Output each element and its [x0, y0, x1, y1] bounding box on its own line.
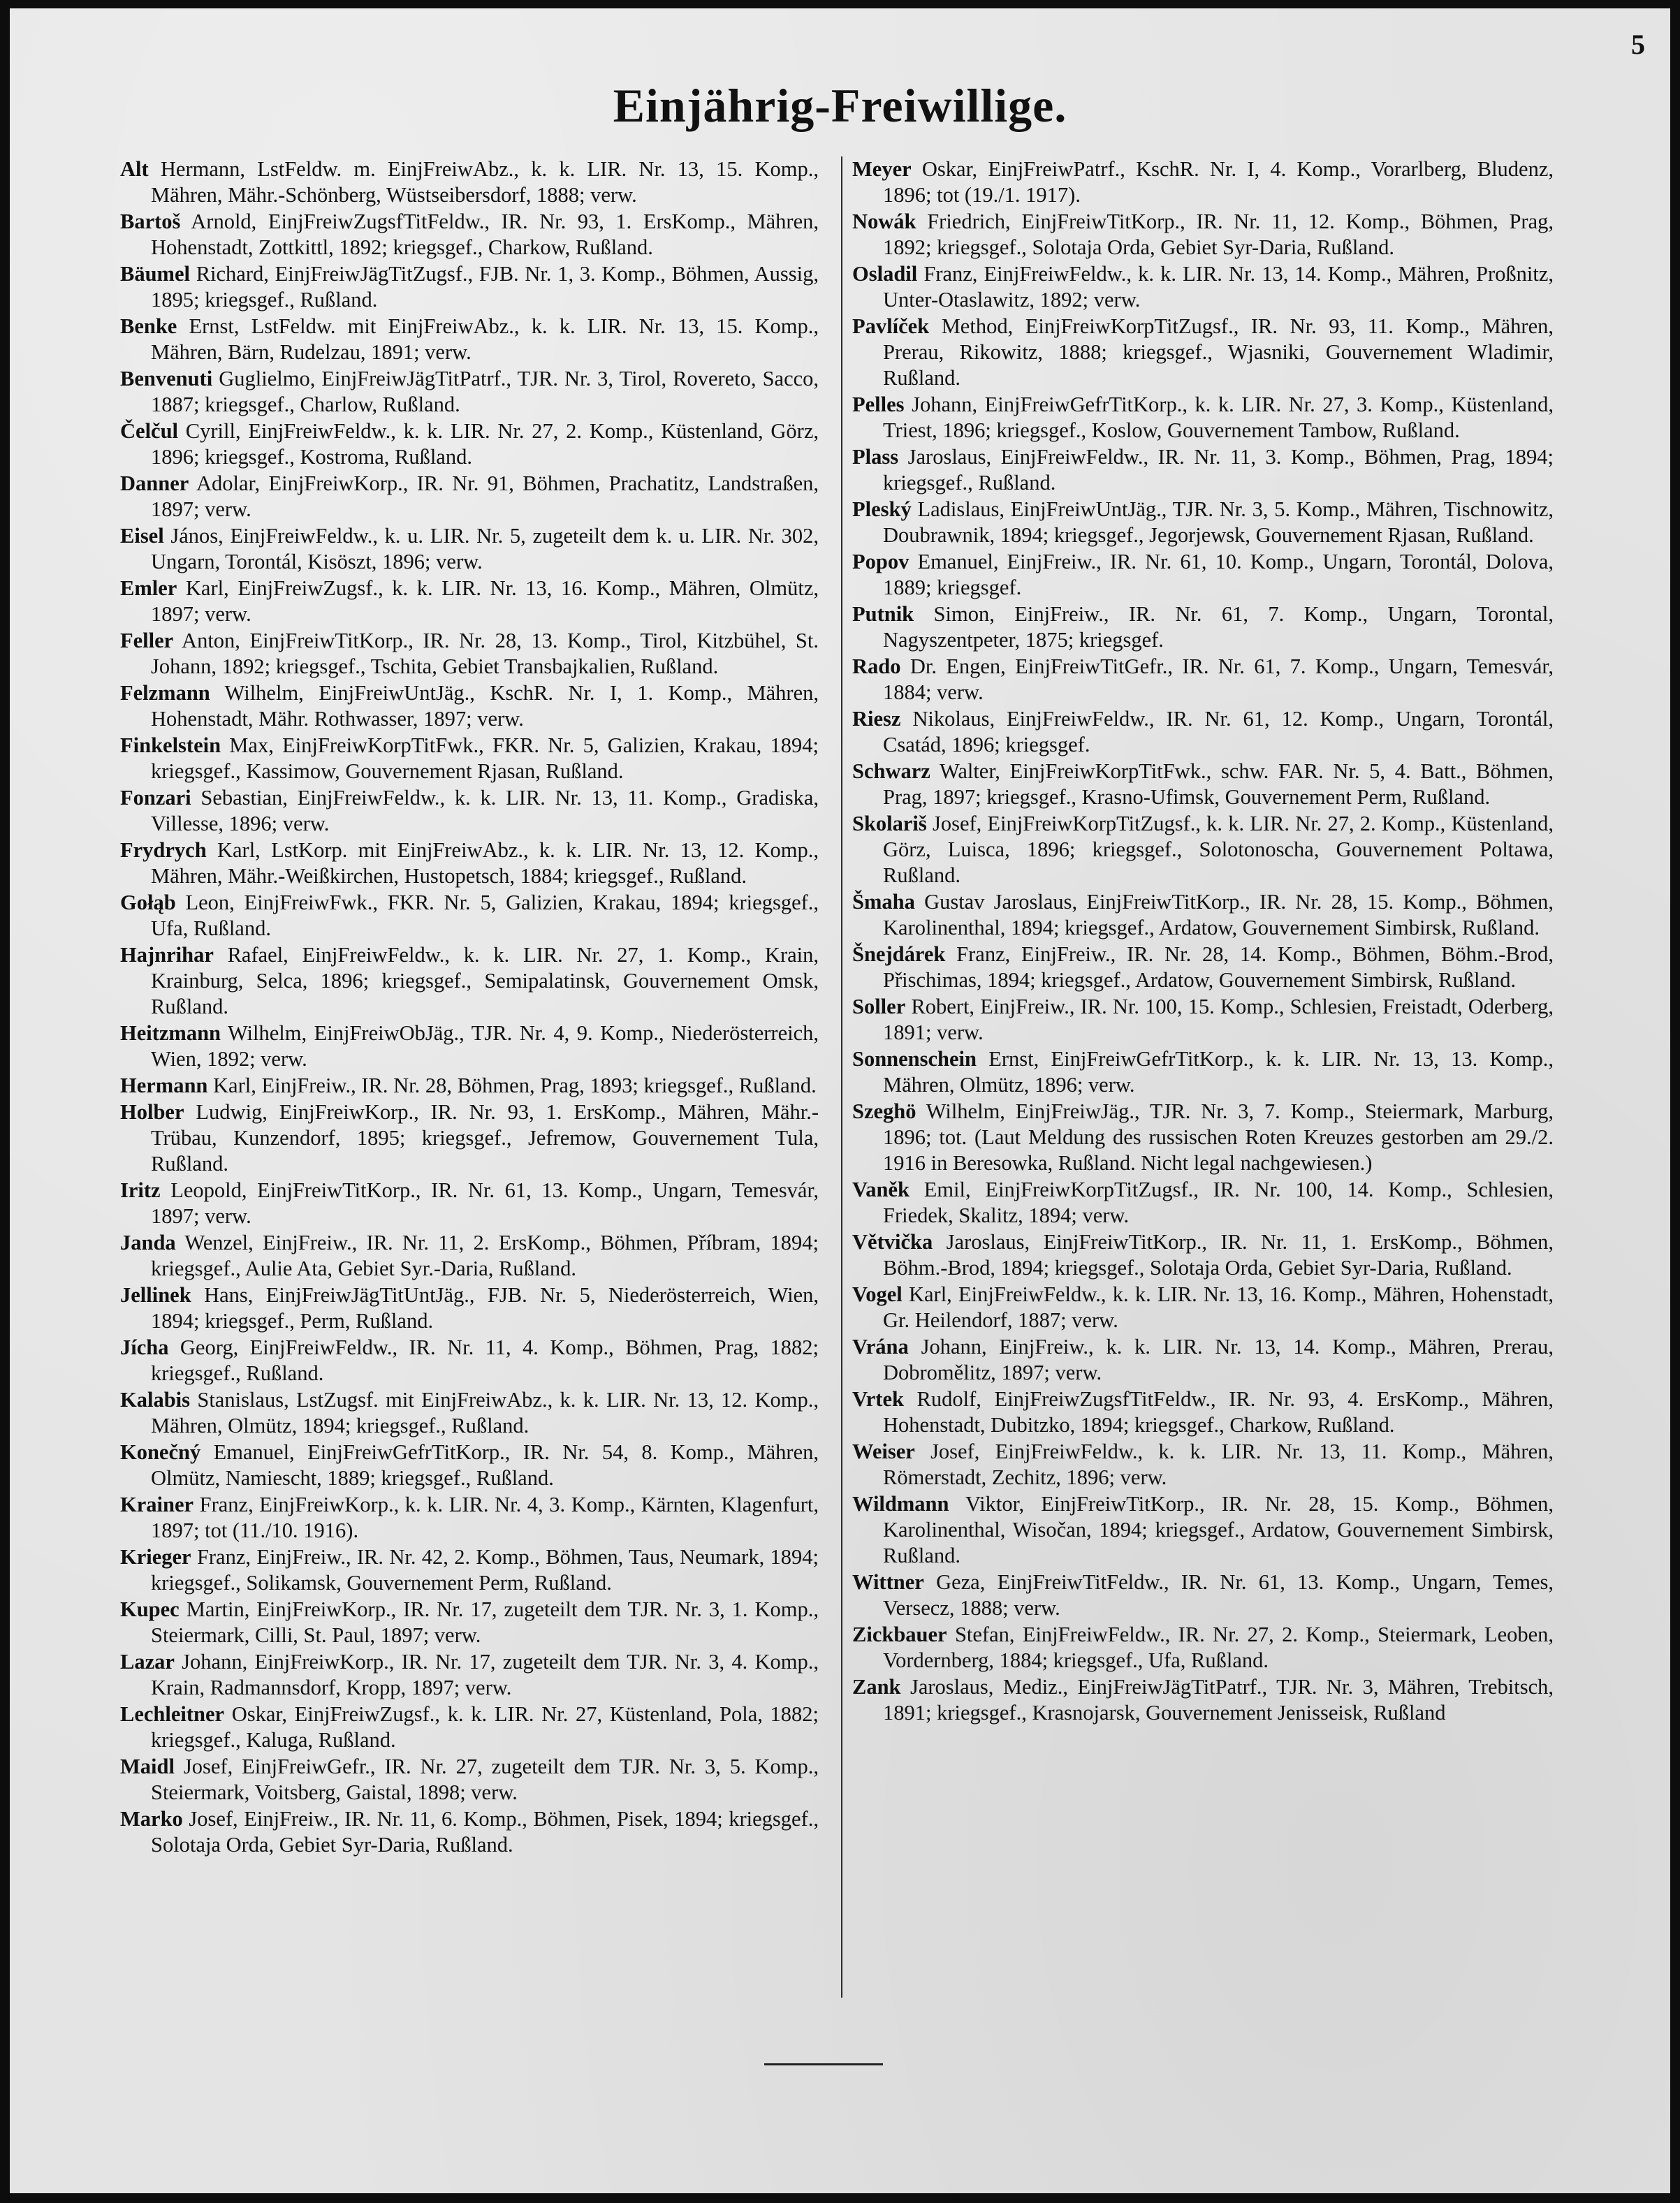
entry-details: Wenzel, EinjFreiw., IR. Nr. 11, 2. ErsKomp., Böhmen, Příbram, 1894; kriegsgef., Aulie Ata, Gebiet Syr.-Daria, Rußland. — [151, 1231, 819, 1280]
entry-surname: Finkelstein — [120, 733, 221, 757]
entry-surname: Felzmann — [120, 681, 210, 705]
entry-surname: Kupec — [120, 1597, 180, 1621]
list-item — [120, 837, 819, 889]
list-item — [120, 1440, 819, 1491]
list-item — [852, 444, 1554, 496]
entry-surname: Bartoš — [120, 210, 181, 233]
entry-surname: Jellinek — [120, 1283, 191, 1307]
entry-surname: Šmaha — [852, 890, 915, 914]
entry-details: Franz, EinjFreiw., IR. Nr. 28, 14. Komp., Böhmen, Böhm.-Brod, Přischimas, 1894; kriegsgef., Ardatow, Gouvernement Simbirsk, Rußland. — [883, 942, 1554, 992]
list-item — [120, 1544, 819, 1596]
entry-surname: Emler — [120, 576, 177, 600]
entry-details: Oskar, EinjFreiwPatrf., KschR. Nr. I, 4. Komp., Vorarlberg, Bludenz, 1896; tot (19./1. 1917). — [883, 157, 1554, 207]
entry-surname: Lazar — [120, 1650, 175, 1674]
list-item — [852, 654, 1554, 705]
entry-surname: Vaněk — [852, 1178, 910, 1201]
entry-details: Nikolaus, EinjFreiwFeldw., IR. Nr. 61, 12. Komp., Ungarn, Torontál, Csatád, 1896; kriegsgef. — [883, 707, 1554, 756]
list-item — [852, 759, 1554, 810]
page-title: Einjährig-Freiwillige. — [613, 79, 1067, 132]
list-item — [120, 1597, 819, 1648]
list-item — [120, 942, 819, 1020]
entry-details: Ernst, LstFeldw. mit EinjFreiwAbz., k. k. LIR. Nr. 13, 15. Komp., Mähren, Bärn, Rudelzau, 1891; verw. — [151, 314, 819, 364]
entry-surname: Šnejdárek — [852, 942, 946, 966]
entry-surname: Gołąb — [120, 891, 176, 914]
list-item — [852, 889, 1554, 941]
entry-details: Emanuel, EinjFreiwGefrTitKorp., IR. Nr. 54, 8. Komp., Mähren, Olmütz, Namiescht, 1889; kriegsgef., Rußland. — [151, 1440, 819, 1490]
entry-surname: Soller — [852, 995, 906, 1018]
entry-surname: Wildmann — [852, 1492, 949, 1516]
entry-details: János, EinjFreiwFeldw., k. u. LIR. Nr. 5, zugeteilt dem k. u. LIR. Nr. 302, Ungarn, Torontál, Kisöszt, 1896; verw. — [151, 524, 819, 573]
entry-details: Georg, EinjFreiwFeldw., IR. Nr. 11, 4. Komp., Böhmen, Prag, 1882; kriegsgef., Rußland. — [151, 1335, 819, 1385]
entry-surname: Pleský — [852, 497, 912, 521]
list-item — [852, 601, 1554, 653]
entry-details: Guglielmo, EinjFreiwJägTitPatrf., TJR. Nr. 3, Tirol, Rovereto, Sacco, 1887; kriegsgef., Charlow, Rußland. — [151, 367, 819, 416]
list-item — [852, 1439, 1554, 1491]
list-item — [120, 1282, 819, 1334]
entry-surname: Alt — [120, 157, 149, 181]
entry-details: Johann, EinjFreiw., k. k. LIR. Nr. 13, 14. Komp., Mähren, Prerau, Dobromělitz, 1897; verw. — [883, 1335, 1554, 1384]
entry-details: Franz, EinjFreiw., IR. Nr. 42, 2. Komp., Böhmen, Taus, Neumark, 1894; kriegsgef., Solikamsk, Gouvernement Perm, Rußland. — [151, 1545, 819, 1595]
entry-details: Josef, EinjFreiwKorpTitZugsf., k. k. LIR. Nr. 27, 2. Komp., Küstenland, Görz, Luisca, 1896; kriegsgef., Solotonoscha, Gouvernement Poltawa, Rußland. — [883, 812, 1554, 887]
entry-details: Josef, EinjFreiwFeldw., k. k. LIR. Nr. 13, 11. Komp., Mähren, Römerstadt, Zechitz, 1896; verw. — [883, 1440, 1554, 1489]
entry-details: Karl, EinjFreiwZugsf., k. k. LIR. Nr. 13, 16. Komp., Mähren, Olmütz, 1897; verw. — [151, 576, 819, 626]
entry-surname: Weiser — [852, 1440, 915, 1463]
entry-surname: Janda — [120, 1231, 176, 1254]
entry-details: Anton, EinjFreiwTitKorp., IR. Nr. 28, 13. Komp., Tirol, Kitzbühel, St. Johann, 1892; kriegsgef., Tschita, Gebiet Transbajkalien, Rußland. — [151, 629, 819, 678]
list-item — [852, 1674, 1554, 1726]
list-item — [120, 314, 819, 365]
entry-surname: Konečný — [120, 1440, 201, 1464]
list-item — [120, 628, 819, 680]
entry-surname: Rado — [852, 654, 901, 678]
entry-surname: Pavlíček — [852, 314, 930, 338]
entry-details: Franz, EinjFreiwFeldw., k. k. LIR. Nr. 13, 14. Komp., Mähren, Proßnitz, Unter-Otaslawitz, 1892; verw. — [883, 262, 1554, 312]
list-item — [852, 1099, 1554, 1176]
entry-surname: Putnik — [852, 602, 914, 626]
entry-details: Karl, LstKorp. mit EinjFreiwAbz., k. k. LIR. Nr. 13, 12. Komp., Mähren, Mähr.-Weißkirchen, Hustopetsch, 1884; kriegsgef., Rußland. — [151, 838, 819, 888]
list-item — [852, 1334, 1554, 1386]
entry-details: Wilhelm, EinjFreiwUntJäg., KschR. Nr. I, 1. Komp., Mähren, Hohenstadt, Mähr. Rothwasser, 1897; verw. — [151, 681, 819, 731]
entry-surname: Iritz — [120, 1178, 161, 1202]
entry-surname: Feller — [120, 629, 174, 652]
list-item — [852, 1622, 1554, 1674]
entry-surname: Marko — [120, 1807, 183, 1831]
list-item — [120, 576, 819, 627]
list-item — [852, 314, 1554, 391]
entry-surname: Osladil — [852, 262, 918, 286]
list-item — [852, 1229, 1554, 1281]
list-item — [120, 1387, 819, 1439]
entry-surname: Wittner — [852, 1570, 924, 1594]
list-item — [852, 1046, 1554, 1098]
list-item — [120, 1230, 819, 1282]
entry-details: Martin, EinjFreiwKorp., IR. Nr. 17, zugeteilt dem TJR. Nr. 3, 1. Komp., Steiermark, Cilli, St. Paul, 1897; verw. — [151, 1597, 819, 1647]
list-item — [120, 680, 819, 732]
entry-details: Johann, EinjFreiwGefrTitKorp., k. k. LIR. Nr. 27, 3. Komp., Küstenland, Triest, 1896; kriegsgef., Koslow, Gouvernement Tambow, Rußland. — [883, 393, 1554, 442]
list-item — [852, 1386, 1554, 1438]
list-item — [120, 156, 819, 208]
list-item — [852, 1177, 1554, 1229]
entry-details: Hans, EinjFreiwJägTitUntJäg., FJB. Nr. 5, Niederösterreich, Wien, 1894; kriegsgef., Perm, Rußland. — [151, 1283, 819, 1333]
list-item — [120, 366, 819, 418]
list-item — [852, 261, 1554, 313]
entry-details: Leon, EinjFreiwFwk., FKR. Nr. 5, Galizien, Krakau, 1894; kriegsgef., Ufa, Rußland. — [151, 891, 819, 940]
list-item — [120, 523, 819, 575]
list-item — [852, 1491, 1554, 1569]
entry-surname: Větvička — [852, 1230, 933, 1254]
entry-surname: Holber — [120, 1100, 184, 1124]
page-number: 5 — [1631, 29, 1645, 60]
entry-details: Stanislaus, LstZugsf. mit EinjFreiwAbz., k. k. LIR. Nr. 13, 12. Komp., Mähren, Olmütz, 1894; kriegsgef., Rußland. — [151, 1388, 819, 1437]
list-item — [120, 785, 819, 837]
entry-details: Viktor, EinjFreiwTitKorp., IR. Nr. 28, 15. Komp., Böhmen, Karolinenthal, Wisočan, 1894; kriegsgef., Ardatow, Gouvernement Simbirsk, Rußland. — [883, 1492, 1554, 1567]
entry-details: Max, EinjFreiwKorpTitFwk., FKR. Nr. 5, Galizien, Krakau, 1894; kriegsgef., Kassimow, Gouvernement Rjasan, Rußland. — [151, 733, 819, 783]
entry-surname: Lechleitner — [120, 1702, 225, 1726]
entry-surname: Hajnrihar — [120, 943, 214, 967]
entry-surname: Hermann — [120, 1074, 208, 1097]
entry-details: Johann, EinjFreiwKorp., IR. Nr. 17, zugeteilt dem TJR. Nr. 3, 4. Komp., Krain, Radmannsdorf, Kropp, 1897; verw. — [151, 1650, 819, 1699]
list-item — [852, 209, 1554, 261]
list-item — [852, 811, 1554, 888]
entry-surname: Vrtek — [852, 1387, 904, 1411]
list-item — [120, 1099, 819, 1177]
entry-details: Adolar, EinjFreiwKorp., IR. Nr. 91, Böhmen, Prachatitz, Landstraßen, 1897; verw. — [151, 471, 819, 521]
entry-details: Franz, EinjFreiwKorp., k. k. LIR. Nr. 4, 3. Komp., Kärnten, Klagenfurt, 1897; tot (11./10. 1916). — [151, 1493, 819, 1542]
entry-details: Jaroslaus, EinjFreiwTitKorp., IR. Nr. 11, 1. ErsKomp., Böhmen, Böhm.-Brod, 1894; kriegsgef., Solotaja Orda, Gebiet Syr-Daria, Rußland. — [883, 1230, 1554, 1280]
entry-surname: Zickbauer — [852, 1623, 947, 1646]
entry-details: Karl, EinjFreiwFeldw., k. k. LIR. Nr. 13, 16. Komp., Mähren, Hohenstadt, Gr. Heilendorf, 1887; verw. — [883, 1282, 1554, 1332]
list-item — [852, 1569, 1554, 1621]
entry-details: Robert, EinjFreiw., IR. Nr. 100, 15. Komp., Schlesien, Freistadt, Oderberg, 1891; verw. — [883, 995, 1554, 1044]
list-item — [120, 1335, 819, 1386]
list-item — [120, 1492, 819, 1544]
entry-surname: Benke — [120, 314, 177, 338]
entry-surname: Benvenuti — [120, 367, 213, 390]
entry-details: Method, EinjFreiwKorpTitZugsf., IR. Nr. 93, 11. Komp., Mähren, Prerau, Rikowitz, 1888; kriegsgef., Wjasniki, Gouvernement Wladimir, Rußland. — [883, 314, 1554, 390]
list-item — [120, 261, 819, 313]
entry-details: Cyrill, EinjFreiwFeldw., k. k. LIR. Nr. 27, 2. Komp., Küstenland, Görz, 1896; kriegsgef., Kostroma, Rußland. — [151, 419, 819, 469]
list-item — [852, 497, 1554, 548]
list-item — [852, 392, 1554, 444]
entry-surname: Bäumel — [120, 262, 190, 286]
entry-surname: Eisel — [120, 524, 164, 548]
list-item — [852, 706, 1554, 758]
entry-details: Gustav Jaroslaus, EinjFreiwTitKorp., IR. Nr. 28, 15. Komp., Böhmen, Karolinenthal, 1894; kriegsgef., Ardatow, Gouvernement Simbirsk, Rußland. — [883, 890, 1554, 939]
entry-details: Simon, EinjFreiw., IR. Nr. 61, 7. Komp., Ungarn, Torontal, Nagyszentpeter, 1875; kriegsgef. — [883, 602, 1554, 652]
entry-details: Wilhelm, EinjFreiwObJäg., TJR. Nr. 4, 9. Komp., Niederösterreich, Wien, 1892; verw. — [151, 1021, 819, 1071]
list-item — [852, 1282, 1554, 1333]
list-item — [852, 549, 1554, 601]
entry-details: Karl, EinjFreiw., IR. Nr. 28, Böhmen, Prag, 1893; kriegsgef., Rußland. — [213, 1074, 817, 1097]
entry-details: Hermann, LstFeldw. m. EinjFreiwAbz., k. k. LIR. Nr. 13, 15. Komp., Mähren, Mähr.-Schönberg, Wüstseibersdorf, 1888; verw. — [151, 157, 819, 207]
entry-details: Stefan, EinjFreiwFeldw., IR. Nr. 27, 2. Komp., Steiermark, Leoben, Vordernberg, 1884; kriegsgef., Ufa, Rußland. — [883, 1623, 1554, 1672]
entry-surname: Maidl — [120, 1755, 175, 1778]
left-column — [120, 156, 819, 1859]
entry-surname: Danner — [120, 471, 189, 495]
list-item — [120, 1020, 819, 1072]
list-item — [120, 890, 819, 942]
entry-details: Wilhelm, EinjFreiwJäg., TJR. Nr. 3, 7. Komp., Steiermark, Marburg, 1896; tot. (Laut Meldung des russischen Roten Kreuzes gestorben am 29./2. 1916 in Beresowka, Rußland. Nicht legal nachgewiesen.) — [883, 1099, 1554, 1175]
entry-surname: Fonzari — [120, 786, 191, 810]
entry-surname: Riesz — [852, 707, 901, 731]
list-item — [120, 1178, 819, 1229]
entry-details: Ernst, EinjFreiwGefrTitKorp., k. k. LIR. Nr. 13, 13. Komp., Mähren, Olmütz, 1896; verw. — [883, 1047, 1554, 1097]
list-item — [120, 418, 819, 470]
entry-details: Oskar, EinjFreiwZugsf., k. k. LIR. Nr. 27, Küstenland, Pola, 1882; kriegsgef., Kaluga, Rußland. — [151, 1702, 819, 1752]
entry-details: Ladislaus, EinjFreiwUntJäg., TJR. Nr. 3, 5. Komp., Mähren, Tischnowitz, Doubrawnik, 1894; kriegsgef., Jegorjewsk, Gouvernement Rjasan, Rußland. — [883, 497, 1554, 547]
entry-surname: Kalabis — [120, 1388, 191, 1412]
entry-surname: Vogel — [852, 1282, 903, 1306]
entry-details: Dr. Engen, EinjFreiwTitGefr., IR. Nr. 61, 7. Komp., Ungarn, Temesvár, 1884; verw. — [883, 654, 1554, 704]
entry-surname: Nowák — [852, 210, 916, 233]
entry-surname: Krieger — [120, 1545, 191, 1569]
entry-details: Jaroslaus, EinjFreiwFeldw., IR. Nr. 11, 3. Komp., Böhmen, Prag, 1894; kriegsgef., Rußland. — [883, 445, 1554, 495]
entry-details: Josef, EinjFreiwGefr., IR. Nr. 27, zugeteilt dem TJR. Nr. 3, 5. Komp., Steiermark, Voitsberg, Gaistal, 1898; verw. — [151, 1755, 819, 1804]
entry-details: Geza, EinjFreiwTitFeldw., IR. Nr. 61, 13. Komp., Ungarn, Temes, Versecz, 1888; verw. — [883, 1570, 1554, 1620]
list-item — [120, 209, 819, 261]
entry-surname: Sonnenschein — [852, 1047, 977, 1071]
list-item — [120, 1649, 819, 1701]
entry-details: Leopold, EinjFreiwTitKorp., IR. Nr. 61, 13. Komp., Ungarn, Temesvár, 1897; verw. — [151, 1178, 819, 1228]
entry-details: Friedrich, EinjFreiwTitKorp., IR. Nr. 11, 12. Komp., Böhmen, Prag, 1892; kriegsgef., Solotaja Orda, Gebiet Syr-Daria, Rußland. — [883, 210, 1554, 259]
entry-details: Richard, EinjFreiwJägTitZugsf., FJB. Nr. 1, 3. Komp., Böhmen, Aussig, 1895; kriegsgef., Rußland. — [151, 262, 819, 312]
entry-surname: Heitzmann — [120, 1021, 221, 1045]
entry-details: Josef, EinjFreiw., IR. Nr. 11, 6. Komp., Böhmen, Pisek, 1894; kriegsgef., Solotaja Orda, Gebiet Syr-Daria, Rußland. — [151, 1807, 819, 1857]
footer-rule — [764, 2063, 883, 2065]
list-item — [852, 994, 1554, 1046]
list-item — [120, 1701, 819, 1753]
entry-details: Arnold, EinjFreiwZugsfTitFeldw., IR. Nr. 93, 1. ErsKomp., Mähren, Hohenstadt, Zottkittl, 1892; kriegsgef., Charkow, Rußland. — [151, 210, 819, 259]
entry-surname: Frydrych — [120, 838, 207, 862]
entry-surname: Čelčul — [120, 419, 179, 443]
entry-details: Walter, EinjFreiwKorpTitFwk., schw. FAR. Nr. 5, 4. Batt., Böhmen, Prag, 1897; kriegsgef., Krasno-Ufimsk, Gouvernement Perm, Rußland. — [883, 759, 1554, 809]
entry-details: Emil, EinjFreiwKorpTitZugsf., IR. Nr. 100, 14. Komp., Schlesien, Friedek, Skalitz, 1894; verw. — [883, 1178, 1554, 1227]
entry-details: Rudolf, EinjFreiwZugsfTitFeldw., IR. Nr. 93, 4. ErsKomp., Mähren, Hohenstadt, Dubitzko, 1894; kriegsgef., Charkow, Rußland. — [883, 1387, 1554, 1437]
entry-surname: Schwarz — [852, 759, 930, 783]
column-divider — [841, 156, 842, 1998]
entry-surname: Jícha — [120, 1335, 169, 1359]
entry-surname: Vrána — [852, 1335, 909, 1359]
entry-surname: Popov — [852, 550, 910, 573]
list-item — [852, 156, 1554, 208]
document-page — [10, 8, 1670, 2193]
list-item — [120, 1754, 819, 1806]
entry-details: Rafael, EinjFreiwFeldw., k. k. LIR. Nr. 27, 1. Komp., Krain, Krainburg, Selca, 1896; kriegsgef., Semipalatinsk, Gouvernement Omsk, Rußland. — [151, 943, 819, 1018]
list-item — [120, 1806, 819, 1858]
entry-details: Sebastian, EinjFreiwFeldw., k. k. LIR. Nr. 13, 11. Komp., Gradiska, Villesse, 1896; verw. — [151, 786, 819, 835]
entry-details: Ludwig, EinjFreiwKorp., IR. Nr. 93, 1. ErsKomp., Mähren, Mähr.-Trübau, Kunzendorf, 1895; kriegsgef., Jefremow, Gouvernement Tula, Rußland. — [151, 1100, 819, 1176]
entry-details: Emanuel, EinjFreiw., IR. Nr. 61, 10. Komp., Ungarn, Torontál, Dolova, 1889; kriegsgef. — [883, 550, 1554, 599]
list-item — [852, 942, 1554, 993]
entry-surname: Krainer — [120, 1493, 194, 1516]
entry-surname: Meyer — [852, 157, 912, 181]
entry-surname: Szeghö — [852, 1099, 916, 1123]
entry-surname: Plass — [852, 445, 899, 469]
list-item — [120, 471, 819, 522]
entry-surname: Pelles — [852, 393, 905, 416]
list-item — [120, 1073, 819, 1099]
entry-details: Jaroslaus, Mediz., EinjFreiwJägTitPatrf., TJR. Nr. 3, Mähren, Trebitsch, 1891; kriegsgef., Krasnojarsk, Gouvernement Jenisseisk, Rußland — [883, 1675, 1554, 1725]
right-column — [852, 156, 1554, 1727]
entry-surname: Zank — [852, 1675, 901, 1699]
list-item — [120, 733, 819, 784]
entry-surname: Skolariš — [852, 812, 927, 835]
